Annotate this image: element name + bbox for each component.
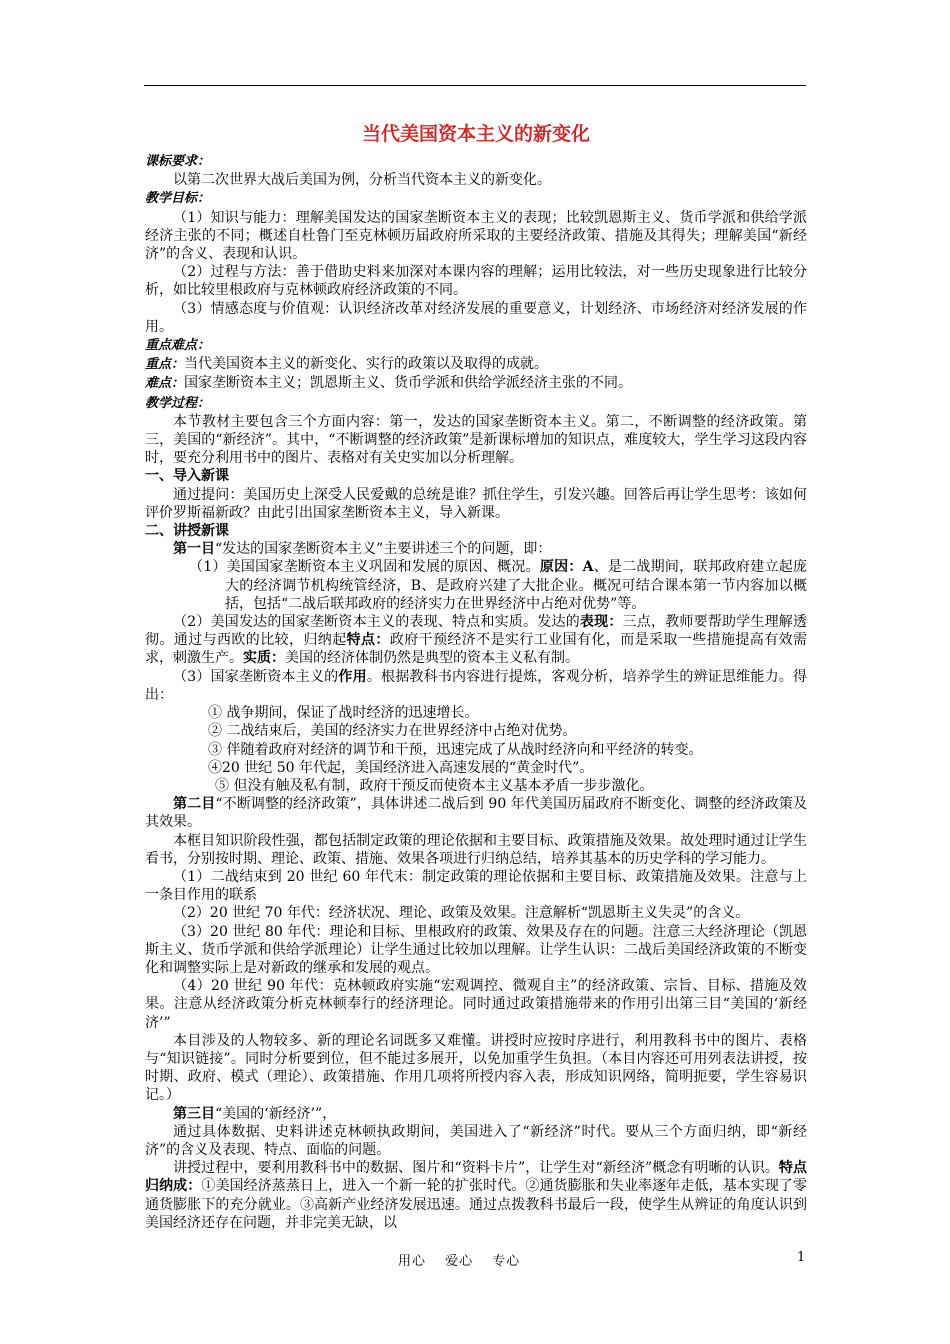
item-3-para-2-a: 讲授过程中，要利用教科书中的数据、图片和“资料卡片”，让学生对“新经济”概念有明晰的认识。 [173,1160,779,1177]
section-1-text: 通过提问：美国历史上深受人民爱戴的总统是谁？抓住学生，引发兴趣。回答后再让学生思考：该如何评价罗斯福新政？由此引出国家垄断资本主义，导入新课。 [145,486,807,521]
goal-heading: 教学目标： [145,191,211,207]
item-1-point-3-b: 作用 [338,668,367,685]
list-item: ② 二战结束后，美国的经济实力在世界经济中占绝对优势。 [208,723,577,740]
item-2-para-1: 本框目知识阶段性强，都包括制定政策的理论依据和主要目标、政策措施及效果。故处理时通过让学生看书，分别按时期、理论、政策、措施、效果各项进行归纳总结，培养其基本的历史学科的学习能力。 [145,832,807,867]
item-1-point-3-c: 。根据教科书内容进行提炼，客观分析，培养学生的辨证思维能力。得出： [145,668,808,703]
process-text: 本节教材主要包含三个方面内容：第一，发达的国家垄断资本主义。第二，不断调整的经济政策。第三，美国的“新经济”。其中，“不断调整的经济政策”是新课标增加的知识点，难度较大，学生学习这段内容时，要充分利用书中的图片、表格对有关史实加以分析理解。 [145,413,807,467]
item-1-point-2-c: 三点，教师要帮助学生理解透彻。通过与西欧的比较，归纳起 [145,614,808,649]
list-item: ① 战争期间，保证了战时经济的迅速增长。 [208,705,479,722]
req-heading: 课标要求： [145,154,211,169]
key-heading: 重点难点： [145,338,211,354]
item-1-intro [145,540,807,558]
goal-1: （1）知识与能力：理解美国发达的国家垄断资本主义的表现；比较凯恩斯主义、货币学派和供给学派经济主张的不同；概述自杜鲁门至克林顿历届政府所采取的主要经济政策、措施及其得失；理解美国“新经济”的含义、表现和认识。 [145,209,807,263]
item-1-point-1-b: 原因：A [539,559,594,576]
item-3-para-2-b: 特点归纳成： [145,1160,807,1195]
process-heading: 教学过程： [145,395,211,411]
item-1-point-2-g: 美国的经济体制仍然是典型的资本主义私有制。 [285,650,579,667]
key-text: 当代美国资本主义的新变化、实行的政策以及取得的成就。 [184,356,549,373]
item-2-label: 第二目 [173,796,216,813]
item-2-para-2: （1）二战结束到 20 世纪 60 年代末：制定政策的理论依据和主要目标、政策措施及效果。注意与上一条目作用的联系 [145,868,807,904]
item-1-point-3-a: （3）国家垄断资本主义的 [173,668,339,685]
goal-2: （2）过程与方法：善于借助史料来加深对本课内容的理解；运用比较法，对一些历史现象进行比较分析，如比较里根政府与克林顿政府经济政策的不同。 [145,264,807,299]
diff-label: 难点： [145,376,185,392]
item-1-point-2-f: 实质： [243,650,285,667]
item-1-point-2-d: 特点： [346,632,390,649]
list-item: ⑤ 但没有触及私有制，政府干预反而使资本主义基本矛盾一步步激化。 [215,777,654,794]
item-2-intro [145,795,807,831]
key-point [145,355,807,374]
item-1-point-2-a: （2）美国发达的国家垄断资本主义的表现、特点和实质。发达的 [173,614,580,631]
item-1-text: “发达的国家垄断资本主义”主要讲述三个的问题，即： [215,541,552,558]
section-1-heading: 一、导入新课 [145,468,229,485]
item-2-para-6: 本目涉及的人物较多、新的理论名词既多又难懂。讲授时应按时序进行，利用教科书中的图片、表格与“知识链接”。同时分析要到位，但不能过多展开，以免加重学生负担。（本目内容还可用列表法讲授，按时期、政府、模式（理论）、政策措施、作用几项将所授内容入表，形成知识网络，简明扼要，学生容易识记。） [145,1032,807,1104]
item-2-para-5: （4）20 世纪 90 年代：克林顿政府实施“宏观调控、微观自主”的经济政策、宗旨、目标、措施及效果。注意从经济政策分析克林顿奉行的经济理论。同时通过政策措施带来的作用引出第三目“美国的‘新经济’” [145,978,807,1031]
section-2-heading: 二、讲授新课 [145,523,229,540]
key-label: 重点： [145,357,185,373]
diff-text: 国家垄断资本主义；凯恩斯主义、货币学派和供给学派经济主张的不同。 [184,375,633,392]
goal-3: （3）情感态度与价值观：认识经济改革对经济发展的重要意义，计划经济、市场经济对经济发展的作用。 [145,300,807,335]
item-1-point-2-b: 表现： [579,614,623,631]
item-1-point-2-e: 政府干预经济不是实行工业国有化，而是采取一些措施提高有效需求，刺激生产。 [145,632,808,667]
footer-motto: 用心 爱心 专心 [398,1254,521,1269]
header-rule [144,85,806,86]
req-text: 以第二次世界大战后美国为例，分析当代资本主义的新变化。 [173,172,551,189]
item-1-label: 第一目 [173,541,215,558]
page-number: 1 [797,1250,806,1265]
item-2-para-4: （3）20 世纪 80 年代：理论和目标、里根政府的政策、效果及存在的问题。注意三大经济理论（凯恩斯主义、货币学派和供给学派理论）让学生通过比较加以理解。让学生认识：二战后美国经济政策的不断变化和调整实际上是对新政的继承和发展的观点。 [145,923,807,976]
item-1-point-2 [145,613,807,668]
item-1-point-1-c: 、是二战期间，联邦政府建立起庞大的经济调节机构统管经济，B、是政府兴建了大批企业。概况可结合课本第一节内容加以概括，包括“二战后联邦政府的经济实力在世界经济中占绝对优势”等。 [225,559,808,612]
difficult-point [145,374,807,393]
list-item: ③ 伴随着政府对经济的调节和干预，迅速完成了从战时经济向和平经济的转变。 [208,741,703,758]
item-3-label: 第三目 [173,1105,215,1122]
item-1-point-3 [145,668,807,704]
item-1-point-1 [145,558,807,613]
item-3-para-2-c: ①美国经济蒸蒸日上，进入一个新一轮的扩张时代。②通货膨胀和失业率逐年走低，基本实现了零通货膨胀下的充分就业。③高新产业经济发展迅速。通过点拨教科书最后一段，使学生从辨证的角度认识到美国经济还存在问题，并非完美无缺，以 [145,1178,808,1231]
item-3-text: “美国的‘新经济’”， [215,1105,337,1122]
item-1-point-1-a: （1）美国国家垄断资本主义巩固和发展的原因、概况。 [189,559,540,576]
page-title: 当代美国资本主义的新变化 [361,123,590,145]
item-3-para-2 [145,1159,807,1232]
item-2-para-3: （2）20 世纪 70 年代：经济状况、理论、政策及效果。注意解析“凯恩斯主义失灵”的含义。 [173,905,750,922]
item-3-intro [145,1105,807,1123]
document-body [145,118,807,1232]
item-2-text: “不断调整的经济政策”，具体讲述二战后到 90 年代美国历届政府不断变化、调整的经济政策及其效果。 [145,796,808,831]
item-3-para-1: 通过具体数据、史料讲述克林顿执政期间，美国进入了“新经济”时代。要从三个方面归纳，即“新经济”的含义及表现、特点、面临的问题。 [145,1123,807,1158]
list-item: ④20 世纪 50 年代起，美国经济进入高速发展的“黄金时代”。 [208,759,594,776]
